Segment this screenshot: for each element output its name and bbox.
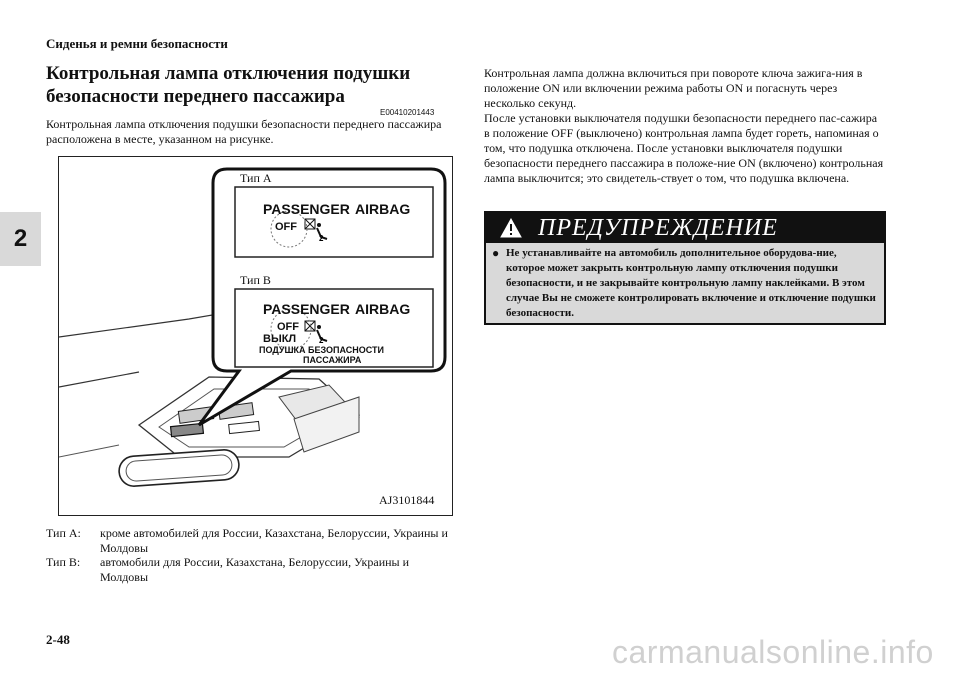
title-line-2: безопасности переднего пассажира [46,86,345,107]
page-title [46,62,446,108]
caption-a-label: Тип A: [46,526,81,540]
chapter-tab: 2 [0,212,41,266]
caption-a-text: кроме автомобилей для России, Казахстана, Белоруссии, Украины и Молдовы [100,526,448,555]
body-text [484,66,884,186]
warning-bullet: ● [492,246,500,260]
svg-text:2: 2 [319,336,324,345]
warning-triangle-icon [500,218,522,238]
warning-title: ПРЕДУПРЕЖДЕНИЕ [538,214,778,241]
lamp-b-vykl: ВЫКЛ [263,333,297,345]
watermark: carmanualsonline.info [612,634,934,670]
title-line-1: Контрольная лампа отключения подушки [46,63,411,84]
body-paragraph-1: Контрольная лампа должна включиться при повороте ключа зажига-ния в положение ON или включении режима работы ON и погаснуть через несколько секунд. [484,66,863,110]
type-b-label: Тип B [240,273,271,287]
section-header: Сиденья и ремни безопасности [46,36,228,51]
lamp-b-airbag: AIRBAG [355,301,411,317]
lamp-a-passenger: PASSENGER [263,201,350,217]
page-number: 2-48 [46,632,70,647]
warning-box [484,211,886,325]
warning-body [486,243,884,323]
lamp-b-passenger: PASSENGER [263,301,350,317]
reference-code: E00410201443 [380,108,435,117]
body-paragraph-2: После установки выключателя подушки безопасности переднего пас-сажира в положение OFF (выключено) контрольная лампа будет гореть, напоминая о том, что подушка отключена. После установки выключателя подушки безопасности переднего пассажира в положе-ние ON (включено) контрольная лампа выключится; это свидетель-ствует о том, что подушка включена. [484,111,884,185]
warning-header [486,213,884,243]
lamp-b-ru-line2: ПАССАЖИРА [303,355,362,365]
figure-code: AJ3101844 [379,493,435,507]
warning-text: Не устанавливайте на автомобиль дополнительное оборудова-ние, которое может закрыть контрольную лампу отключения подушки безопасности, и не закрывайте контрольную лампу наклейками. В этом случае Вы не сможете контролировать включение и отключение подушки безопасности. [506,247,876,319]
lamp-b-off: OFF [277,321,299,333]
type-a-label: Тип A [240,171,272,185]
caption-b-label: Тип B: [46,555,81,569]
svg-text:2: 2 [319,234,324,243]
lamp-location-figure [58,156,453,516]
lamp-b-ru-line1: ПОДУШКА БЕЗОПАСНОСТИ [259,345,384,355]
lamp-a-off: OFF [275,221,297,233]
lamp-a-airbag: AIRBAG [355,201,411,217]
intro-paragraph: Контрольная лампа отключения подушки безопасности переднего пассажира расположена в месте, указанном на рисунке. [46,117,442,146]
caption-b-text: автомобили для России, Казахстана, Белоруссии, Украины и Молдовы [100,555,410,584]
